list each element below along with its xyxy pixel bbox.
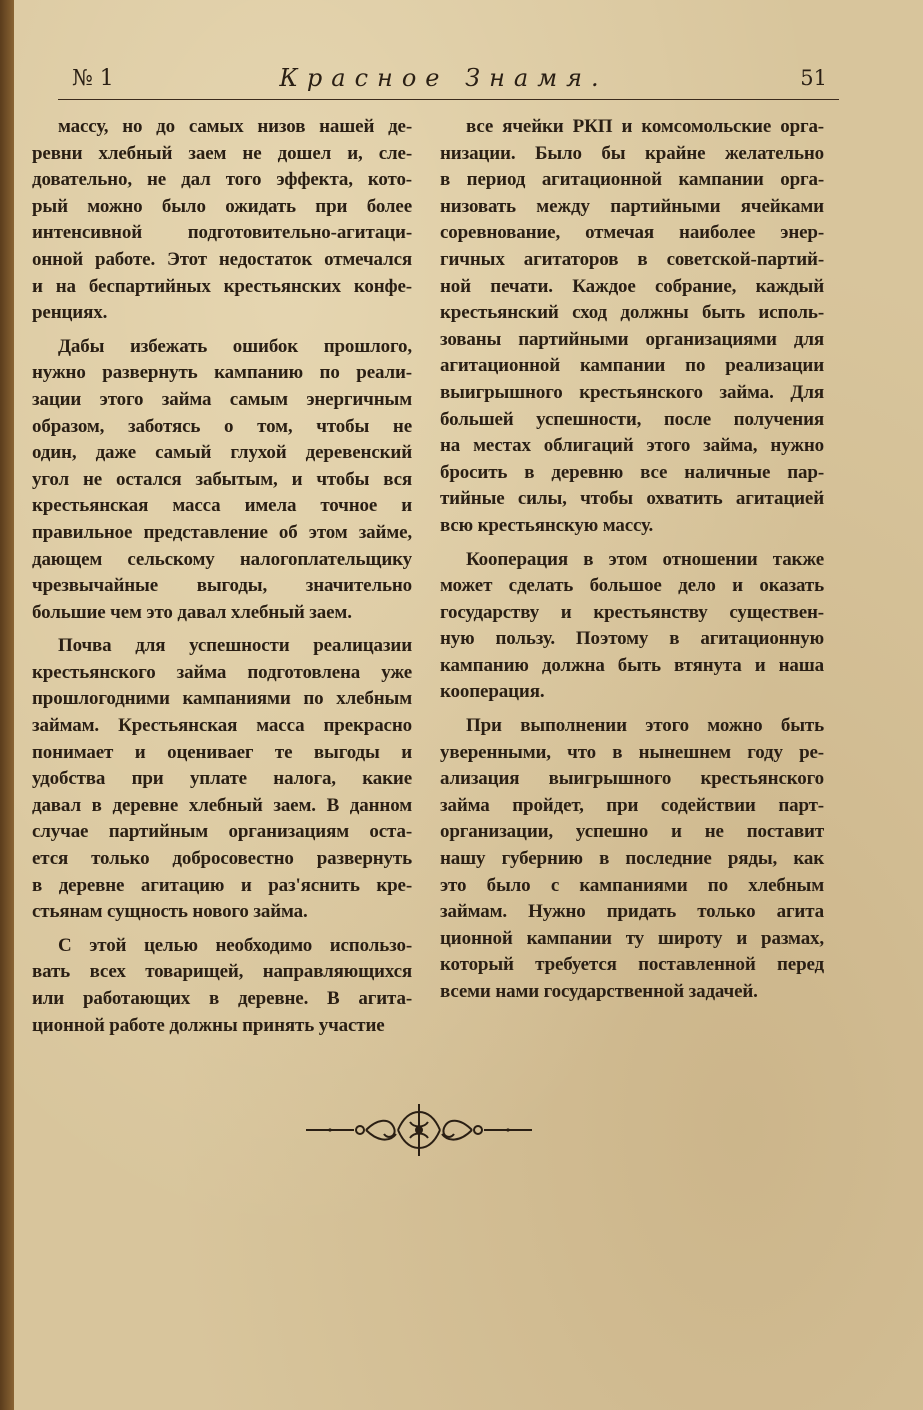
text-line: агитационной кампании по реализации: [440, 355, 824, 377]
text-line: нашу губернию в последние ряды, как: [440, 848, 824, 870]
text-line: правильное представление об этом займе,: [32, 521, 412, 543]
text-line: большие чем это давал хлебный заем.: [32, 601, 352, 623]
paragraph: [440, 713, 824, 1006]
text-line: ренциях.: [32, 302, 108, 324]
paragraph: [440, 114, 824, 540]
text-line: Почва для успешности реалицазии: [58, 635, 412, 657]
text-line: угол не остался забытым, и чтобы вся: [32, 468, 412, 490]
left-text-column: [32, 114, 412, 1046]
text-line: и на беспартийных крестьянских конфе-: [32, 275, 412, 297]
text-line: низовать между партийными ячейками: [440, 195, 824, 217]
header-rule: [58, 99, 839, 100]
text-line: государству и крестьянству существен-: [440, 601, 824, 623]
text-line: понимает и оцениваег те выгоды и: [32, 741, 412, 763]
running-header: [60, 62, 827, 96]
text-line: соревнование, отмечая наиболее энер-: [440, 222, 824, 244]
text-line: низации. Было бы крайне желательно: [440, 142, 824, 164]
text-line: займам. Крестьянская масса прекрасно: [32, 715, 412, 737]
paragraph: [440, 547, 824, 707]
text-line: ется только добросовестно развернуть: [32, 848, 412, 870]
text-line: или работающих в деревне. В агита-: [32, 988, 412, 1009]
text-line: все ячейки РКП и комсомольские орга-: [466, 116, 824, 137]
text-line: уверенными, что в нынешнем году ре-: [440, 741, 824, 763]
text-line: один, даже самый глухой деревенский: [32, 442, 412, 464]
text-line: При выполнении этого можно быть: [466, 715, 824, 737]
text-line: на местах облигаций этого займа, нужно: [440, 435, 824, 457]
text-line: стьянам сущность нового займа.: [32, 901, 308, 923]
text-line: кооперация.: [440, 681, 545, 703]
text-line: всю крестьянскую массу.: [440, 514, 654, 536]
text-line: крестьянского займа подготовлена уже: [32, 661, 412, 683]
newspaper-page: [14, 0, 923, 1410]
text-line: может сделать большое дело и оказать: [440, 575, 824, 597]
book-spine-edge: [0, 0, 14, 1410]
text-line: Кооперация в этом отношении также: [466, 548, 824, 570]
text-line: ревни хлебный заем не дошел и, сле-: [32, 142, 412, 164]
publication-title: Красное Знамя.: [279, 64, 608, 92]
text-line: массу, но до самых низов нашей де-: [58, 116, 412, 137]
text-line: крестьянский сход должны быть исполь-: [440, 302, 824, 324]
text-line: ную пользу. Поэтому в агитационную: [440, 628, 824, 650]
text-line: нужно развернуть кампанию по реали-: [32, 362, 412, 384]
text-line: гичных агитаторов в советской-партий-: [440, 248, 824, 270]
page-number: 51: [800, 66, 827, 90]
text-line: ционной работе должны принять участие: [32, 1014, 385, 1036]
text-line: прошлогодними кампаниями по хлебным: [32, 688, 412, 710]
text-line: кампанию должна быть втянута и наша: [440, 654, 824, 676]
text-line: образом, заботясь о том, чтобы не: [32, 415, 412, 437]
text-line: ционной кампании ту широту и размах,: [440, 927, 824, 949]
text-line: давал в деревне хлебный заем. В данном: [32, 794, 412, 816]
text-line: крестьянская масса имела точное и: [32, 495, 412, 517]
text-line: тийные силы, чтобы охватить агитацией: [440, 488, 824, 510]
text-line: организации, успешно и не поставит: [440, 821, 824, 843]
text-line: это было с кампаниями по хлебным: [440, 874, 824, 896]
paragraph: [32, 334, 412, 627]
text-line: случае партийным организациям оста-: [32, 821, 412, 843]
text-line: довательно, не дал того эффекта, кото-: [32, 169, 412, 191]
decorative-ornament: [302, 1098, 536, 1162]
text-line: займа пройдет, при содействии парт-: [440, 794, 824, 816]
text-line: удобства при уплате налога, какие: [32, 768, 412, 790]
text-line: чрезвычайные выгоды, значительно: [32, 575, 412, 597]
text-line: интенсивной подготовительно-агитаци-: [32, 222, 412, 244]
text-line: рый можно было ожидать при более: [32, 195, 412, 217]
text-line: ализация выигрышного крестьянского: [440, 768, 824, 790]
text-line: бросить в деревню все наличные пар-: [440, 461, 824, 483]
text-line: дающем сельскому налогоплательщику: [32, 548, 412, 570]
text-line: в период агитационной кампании орга-: [440, 169, 824, 191]
paragraph: [32, 933, 412, 1039]
text-line: онной работе. Этот недостаток отмечался: [32, 248, 412, 270]
paragraph: [32, 114, 412, 327]
text-line: всеми нами государственной задачей.: [440, 981, 758, 1002]
text-line: зации этого займа самым энергичным: [32, 388, 412, 410]
text-line: который требуется поставленной перед: [440, 954, 824, 976]
text-line: зованы партийными организациями для: [440, 328, 824, 350]
text-line: большей успешности, после получения: [440, 408, 824, 430]
text-line: в деревне агитацию и раз'яснить кре-: [32, 874, 412, 896]
text-line: Дабы избежать ошибок прошлого,: [58, 335, 412, 357]
right-text-column: [440, 114, 824, 1013]
issue-number: № 1: [72, 66, 114, 91]
text-line: ной печати. Каждое собрание, каждый: [440, 275, 824, 297]
text-line: вать всех товарищей, направляющихся: [32, 961, 412, 983]
text-line: займам. Нужно придать только агита: [440, 901, 824, 923]
text-line: выигрышного крестьянского займа. Для: [440, 381, 824, 403]
text-line: С этой целью необходимо использо-: [58, 934, 412, 956]
paragraph: [32, 633, 412, 926]
